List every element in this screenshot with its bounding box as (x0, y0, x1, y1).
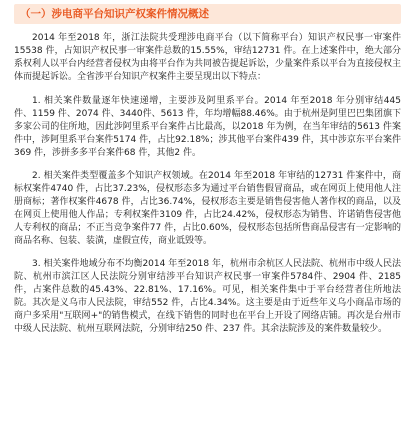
point-2-paragraph: 2. 相关案件类型覆盖多个知识产权领域。在2014 年至2018 年审结的12731 件案件中，商标权案件4740 件，占比37.23%，侵权形态多为通过平台销售假冒商品，或在网页上使用他人注册商标；著作权案件4678 件，占比36.74%，侵权形态主要是销售侵害他人著作权的商品，以及在网页上使用他人作品；专利权案件3109 件，占比24.42%，侵权形态为销售、许诺销售侵害他人专利权的商品；不正当竞争案件77 件，占比0.60%，侵权形态包括所售商品侵害有一定影响的商品名称、包装、装潢，虚假宣传，商业诋毁等。 (14, 171, 401, 246)
intro-paragraph: 2014 年至2018 年，浙江法院共受理涉电商平台（以下简称平台）知识产权民事一审案件15538 件，占知识产权民事一审案件总数的15.55%，审结12731 件。在上述案件中，绝大部分系权利人以平台内经营者侵权为由将平台作为共同被告提起诉讼，少量案件系以平台为直接侵权主体而提起诉讼。全省涉平台知识产权案件主要呈现出以下特点： (14, 33, 402, 82)
section-title-text: （一）涉电商平台知识产权案件情况概述 (20, 7, 209, 20)
section-heading (14, 4, 401, 24)
point-3-paragraph: 3. 相关案件地域分布不均衡2014 年至2018 年，杭州市余杭区人民法院、杭州市中级人民法院、杭州市滨江区人民法院分别审结涉平台知识产权民事一审案件5784件、2904 件、2185 件，占案件总数的45.43%、22.81%、17.16%。可见，相关案件集中于平台经营者住所地法院。其次是义乌市人民法院，审结552 件，占比4.34%。这主要是由于近些年义乌小商品市场的商户多采用"互联网+"的销售模式，在线下销售的同时也在平台上开设了网络店铺。再次是台州市中级人民法院、杭州互联网法院，分别审结250 件、237 件。其余法院涉及的案件数量较少。 (14, 259, 401, 334)
point-1-paragraph: 1. 相关案件数量逐年快速递增，主要涉及阿里系平台。2014 年至2018 年分别审结445 件、1159 件、2074 件、3440件、5613 件，年均增幅88.46%。由于杭州是阿里巴巴集团旗下多家公司的住所地，因此涉阿里系平台案件占比最高，以2018 年为例，在当年审结的5613 件案件中，涉阿里系平台案件5174 件，占比92.18%；涉其他平台案件439 件，其中涉京东平台案件369 件，涉拼多多平台案件68 件，其他2 件。 (14, 96, 401, 158)
